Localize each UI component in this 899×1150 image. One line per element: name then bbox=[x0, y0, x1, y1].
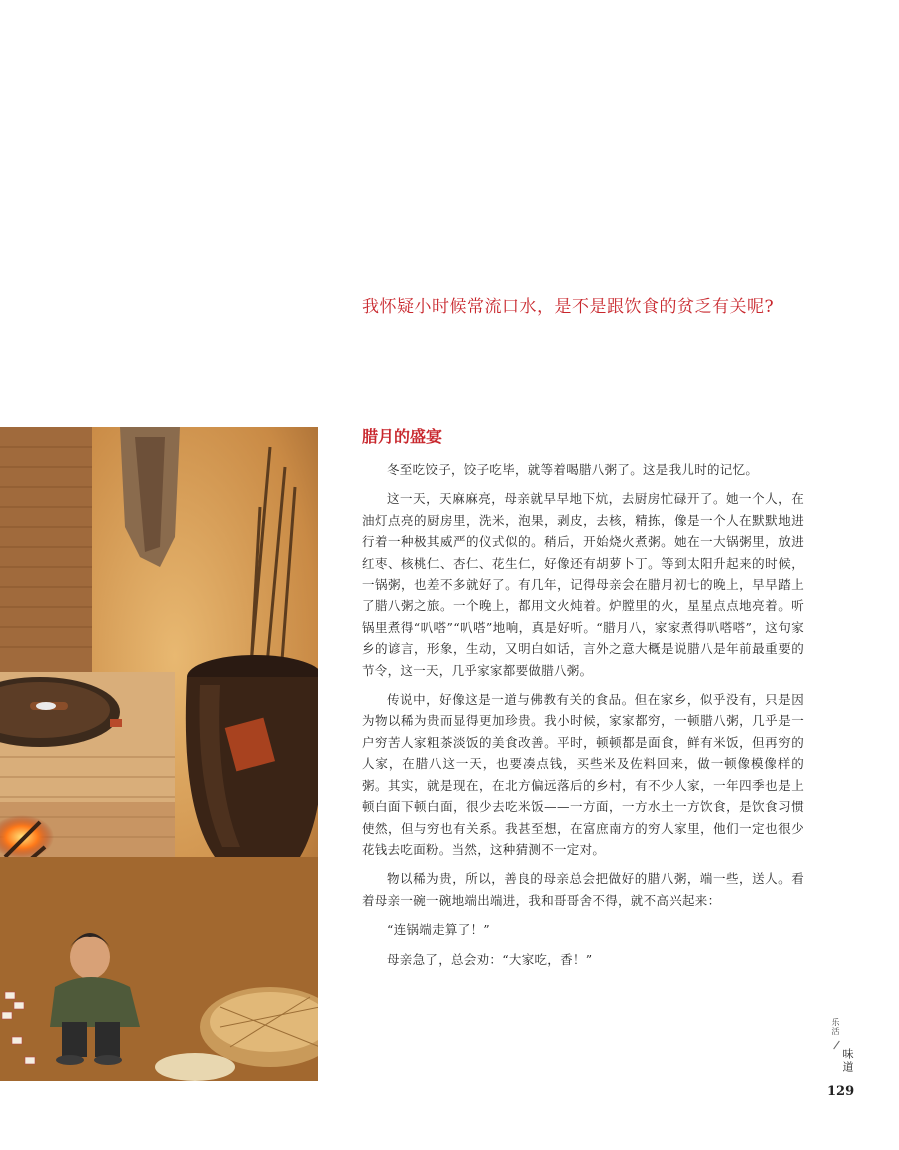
article-title: 腊月的盛宴 bbox=[362, 427, 443, 446]
dialogue-line: 母亲急了，总会劝：“大家吃，香！” bbox=[387, 951, 593, 967]
paragraph: 这一天，天麻麻亮，母亲就早早地下炕，去厨房忙碌开了。她一个人，在油灯点亮的厨房里，洗米，泡果，剥皮，去核，精拣，像是一个人在默默地进行着一种极其威严的仪式似的。稍后，开始烧火煮粥。她在一大锅粥里，放进红枣、核桃仁、杏仁、花生仁，好像还有胡萝卜丁。等到太阳升起来的时候，一锅粥，也差不多就好了。有几年，记得母亲会在腊月初七的晚上，早早踏上了腊八粥之旅。一个晚上，都用文火炖着。炉膛里的火，星星点点地亮着。听锅里煮得“叭嗒”“叭嗒”地响，真是好听。“腊月八，家家煮得叭嗒嗒”，这句家乡的谚言，形象，生动，又明白如话，言外之意大概是说腊八是年前最重要的节令，这一天，几乎家家都要做腊八粥。 bbox=[362, 491, 804, 678]
paragraph: 物以稀为贵，所以，善良的母亲总会把做好的腊八粥，端一些，送人。看着母亲一碗一碗地端出端进，我和哥哥舍不得，就不高兴起来： bbox=[362, 871, 804, 908]
kitchen-illustration bbox=[0, 427, 318, 1081]
pull-quote: 我怀疑小时候常流口水，是不是跟饮食的贫乏有关呢? bbox=[362, 297, 775, 317]
paragraph: 冬至吃饺子，饺子吃毕，就等着喝腊八粥了。这是我儿时的记忆。 bbox=[387, 462, 759, 477]
page-number: 129 bbox=[827, 1084, 855, 1099]
section-label bbox=[826, 1018, 854, 1078]
article bbox=[362, 424, 804, 978]
dialogue-line: “连锅端走算了！” bbox=[387, 922, 490, 938]
paragraph: 传说中，好像这是一道与佛教有关的食品。但在家乡，似乎没有，只是因为物以稀为贵而显得更加珍贵。我小时候，家家都穷，一顿腊八粥，几乎是一户穷苦人家粗茶淡饭的美食改善。平时，顿顿都是面食，鲜有米饭，但再穷的人家，在腊八这一天，也要凑点钱，买些米及佐料回来，做一顿像模像样的粥。其实，就是现在，在北方偏远落后的乡村，有不少人家，一年四季也是上顿白面下顿白面，很少去吃米饭——一方面，一方水土一方饮食，是饮食习惯使然，但与穷也有关系。我甚至想，在富庶南方的穷人家里，他们一定也很少花钱去吃面粉。当然，这种猜测不一定对。 bbox=[362, 692, 804, 857]
section-label-small: 乐活 bbox=[831, 1018, 840, 1036]
section-label-big: 味道 bbox=[841, 1048, 854, 1074]
